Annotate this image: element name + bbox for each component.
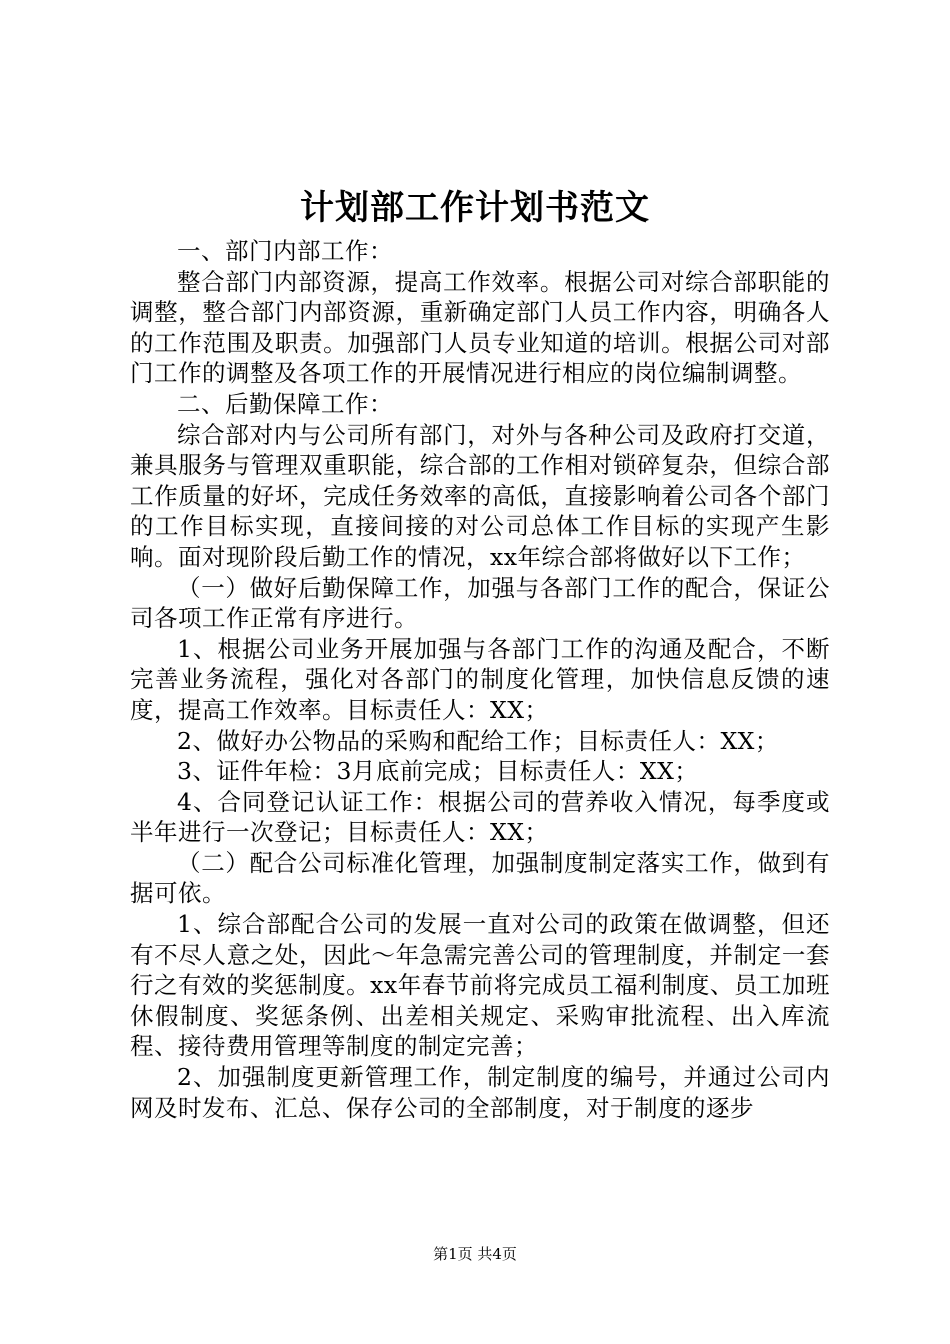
paragraph: 一、部门内部工作： <box>177 237 393 265</box>
paragraph: （二）配合公司标准化管理，加强制度制定落实工作，做到有据可依。 <box>130 848 830 908</box>
paragraph: （一）做好后勤保障工作，加强与各部门工作的配合，保证公司各项工作正常有序进行。 <box>130 573 830 633</box>
document-body <box>130 236 830 1123</box>
paragraph: 整合部门内部资源，提高工作效率。根据公司对综合部职能的调整，整合部门内部资源，重新确定部门人员工作内容，明确各人的工作范围及职责。加强部门人员专业知道的培训。根据公司对部门工作的调整及各项工作的开展情况进行相应的岗位编制调整。 <box>130 267 830 388</box>
paragraph: 2、加强制度更新管理工作，制定制度的编号，并通过公司内网及时发布、汇总、保存公司的全部制度，对于制度的逐步 <box>130 1063 830 1122</box>
paragraph: 1、根据公司业务开展加强与各部门工作的沟通及配合，不断完善业务流程，强化对各部门的制度化管理，加快信息反馈的速度，提高工作效率。目标责任人：XX； <box>130 634 830 724</box>
paragraph: 二、后勤保障工作： <box>177 389 393 418</box>
paragraph: 4、合同登记认证工作：根据公司的营养收入情况，每季度或半年进行一次登记；目标责任人：XX； <box>130 787 830 847</box>
paragraph: 3、证件年检：3月底前完成；目标责任人：XX； <box>177 757 699 786</box>
paragraph: 1、综合部配合公司的发展一直对公司的政策在做调整，但还有不尽人意之处，因此～年急需完善公司的管理制度，并制定一套行之有效的奖惩制度。xx年春节前将完成员工福利制度、员工加班休假制度、奖惩条例、出差相关规定、采购审批流程、出入库流程、接待费用管理等制度的制定完善； <box>130 910 830 1061</box>
page-footer: 第1页 共4页 <box>433 1245 517 1263</box>
paragraph: 2、做好办公物品的采购和配给工作；目标责任人：XX； <box>177 726 779 755</box>
paragraph: 综合部对内与公司所有部门，对外与各种公司及政府打交道，兼具服务与管理双重职能，综合部的工作相对锁碎复杂，但综合部工作质量的好坏，完成任务效率的高低，直接影响着公司各个部门的工作目标实现，直接间接的对公司总体工作目标的实现产生影响。面对现阶段后勤工作的情况，xx年综合部将做好以下工作； <box>130 420 830 571</box>
document-title: 计划部工作计划书范文 <box>300 188 650 228</box>
